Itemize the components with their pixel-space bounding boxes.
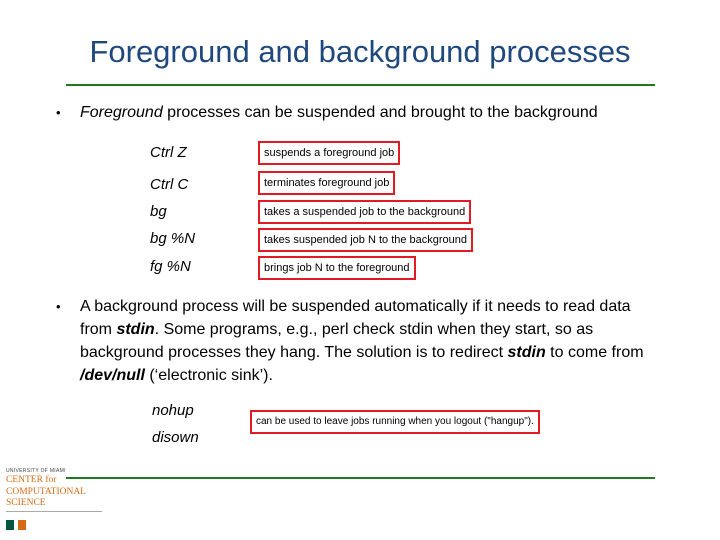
emphasis-foreground: Foreground: [80, 104, 163, 121]
emphasis-stdin-2: stdin: [507, 344, 546, 361]
command-bg-n: bg %N: [150, 230, 196, 247]
desc-bg-n: takes suspended job N to the background: [258, 228, 473, 252]
text-part-3: to come from: [545, 344, 644, 361]
text-part-1: A background process will be suspended automatically if it needs to read data from: [80, 298, 631, 338]
bullet-rest: processes can be suspended and brought to the background: [162, 104, 598, 121]
title-divider: [66, 84, 655, 86]
desc-ctrl-z: suspends a foreground job: [258, 141, 400, 165]
command-ctrl-c: Ctrl C: [150, 176, 189, 193]
command-disown: disown: [152, 429, 199, 446]
command-ctrl-z: Ctrl Z: [150, 144, 187, 161]
emphasis-dev-null: /dev/null: [80, 367, 145, 384]
bullet-dot: •: [56, 299, 61, 314]
logo-line-1: CENTER for: [6, 475, 57, 485]
slide-title: Foreground and background processes: [89, 34, 631, 69]
u-logo-icon: [6, 520, 30, 530]
text-part-4: (‘electronic sink’).: [144, 367, 273, 384]
university-logo: [6, 468, 102, 528]
desc-bg: takes a suspended job to the background: [258, 200, 471, 224]
logo-university: UNIVERSITY OF MIAMI: [6, 468, 66, 474]
bullet-text: [80, 101, 598, 124]
logo-line-3: SCIENCE: [6, 498, 46, 508]
command-fg-n: fg %N: [150, 258, 191, 275]
command-bg: bg: [150, 203, 167, 220]
bullet-dot: •: [56, 105, 61, 120]
footer-divider: [66, 477, 655, 479]
logo-line-2: COMPUTATIONAL: [6, 486, 86, 497]
emphasis-stdin: stdin: [116, 321, 155, 338]
text-part-2: . Some programs, e.g., perl check stdin when they start, so as background processes they hang. The solution is to redirect: [80, 321, 594, 361]
command-nohup: nohup: [152, 402, 194, 419]
desc-fg-n: brings job N to the foreground: [258, 256, 416, 280]
desc-ctrl-c: terminates foreground job: [258, 171, 395, 195]
logo-underline: [6, 511, 102, 512]
desc-nohup-disown: can be used to leave jobs running when you logout ("hangup").: [250, 410, 540, 434]
bullet-text: [80, 295, 656, 387]
